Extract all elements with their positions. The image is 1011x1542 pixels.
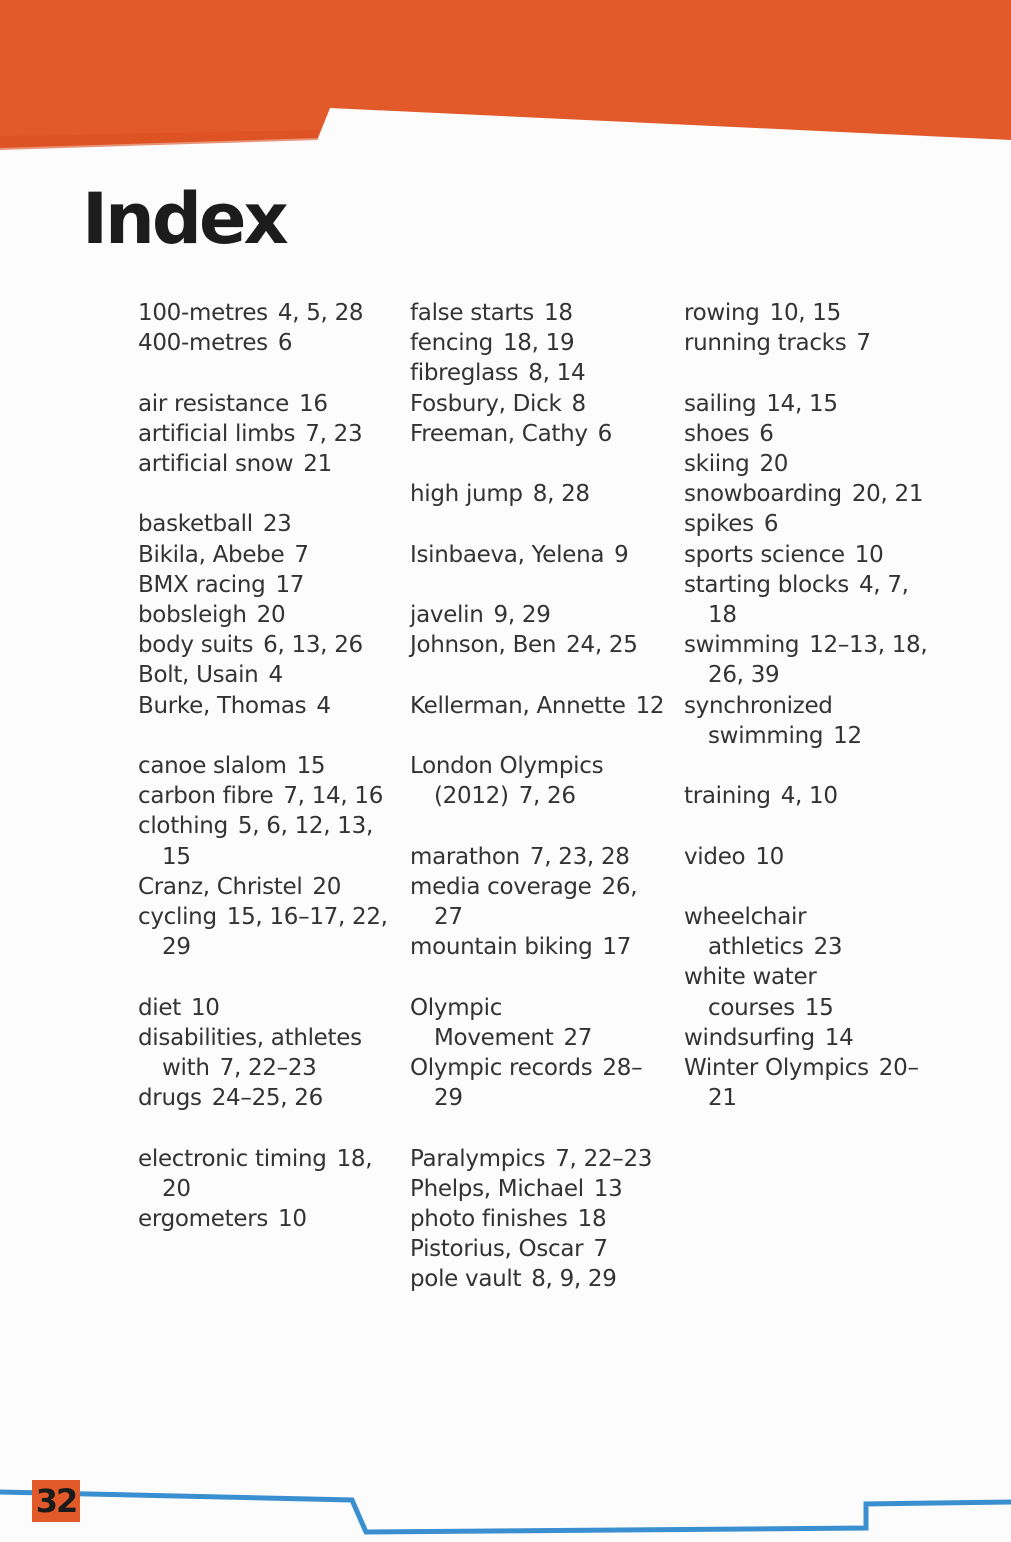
index-pages: 9, 29 bbox=[493, 601, 551, 628]
index-term: fibreglass bbox=[410, 360, 519, 387]
index-group bbox=[684, 389, 939, 751]
index-pages: 8, 14 bbox=[528, 360, 586, 387]
index-pages: 12–13, 18, 26, 39 bbox=[708, 632, 928, 689]
index-pages: 9 bbox=[614, 541, 629, 568]
index-pages: 6, 13, 26 bbox=[263, 632, 363, 659]
index-term: drugs bbox=[138, 1085, 202, 1112]
index-pages: 4 bbox=[268, 662, 283, 689]
index-pages: 6 bbox=[597, 420, 613, 447]
index-entry bbox=[410, 630, 665, 660]
index-entry bbox=[684, 298, 939, 328]
index-entry bbox=[138, 419, 393, 449]
index-term: clothing bbox=[138, 813, 228, 840]
index-entry bbox=[410, 842, 665, 872]
index-entry bbox=[138, 993, 393, 1023]
index-pages: 20 bbox=[759, 451, 789, 477]
index-pages: 7, 14, 16 bbox=[283, 783, 384, 810]
index-pages: 12 bbox=[635, 692, 665, 719]
index-pages: 4 bbox=[316, 692, 331, 719]
index-pages: 8, 9, 29 bbox=[531, 1266, 617, 1293]
index-pages: 5, 6, 12, 13, 15 bbox=[162, 813, 373, 870]
index-term: Fosbury, Dick bbox=[410, 390, 562, 417]
index-entry bbox=[684, 479, 939, 509]
index-group bbox=[138, 509, 393, 720]
index-term: photo finishes bbox=[410, 1205, 568, 1232]
index-pages: 8 bbox=[571, 390, 586, 417]
top-banner bbox=[0, 0, 1011, 160]
index-entry bbox=[138, 691, 393, 721]
index-entry bbox=[410, 1144, 665, 1174]
index-term: disabilities, athletes with bbox=[138, 1024, 362, 1082]
index-entry bbox=[138, 449, 393, 479]
index-group bbox=[138, 298, 393, 358]
index-term: video bbox=[684, 843, 746, 870]
index-group bbox=[684, 781, 939, 811]
index-column-2 bbox=[410, 298, 665, 1325]
index-group bbox=[684, 902, 939, 1113]
page-title: Index bbox=[82, 178, 286, 260]
index-entry bbox=[410, 358, 665, 388]
index-entry bbox=[138, 1144, 393, 1204]
index-term: Isinbaeva, Yelena bbox=[410, 541, 605, 568]
index-term: Cranz, Christel bbox=[138, 873, 303, 900]
index-entry bbox=[138, 811, 393, 871]
index-entry bbox=[138, 328, 393, 358]
index-pages: 28–29 bbox=[434, 1054, 643, 1112]
index-pages: 21 bbox=[303, 451, 332, 477]
index-pages: 7, 22–23 bbox=[219, 1055, 317, 1082]
index-group bbox=[410, 1144, 665, 1295]
index-entry bbox=[684, 630, 939, 690]
index-pages: 4, 7, 18 bbox=[708, 571, 909, 629]
page-number-badge: 32 bbox=[32, 1480, 80, 1522]
index-term: marathon bbox=[410, 843, 520, 870]
index-pages: 6 bbox=[759, 420, 774, 447]
index-term: white water courses bbox=[684, 964, 817, 1021]
index-term: body suits bbox=[138, 632, 254, 659]
index-pages: 17 bbox=[602, 934, 632, 961]
index-term: media coverage bbox=[410, 873, 592, 900]
index-term: rowing bbox=[684, 300, 760, 326]
index-pages: 16 bbox=[299, 390, 328, 417]
index-term: skiing bbox=[684, 451, 750, 477]
index-entry bbox=[138, 1023, 393, 1083]
index-pages: 18 bbox=[577, 1205, 607, 1232]
index-term: sports science bbox=[684, 541, 845, 568]
index-entry bbox=[684, 1053, 939, 1113]
index-term: Olympic records bbox=[410, 1054, 593, 1081]
index-pages: 23 bbox=[262, 511, 292, 538]
index-term: diet bbox=[138, 994, 181, 1021]
index-entry bbox=[410, 328, 665, 358]
index-group bbox=[138, 1144, 393, 1235]
index-term: synchronized swimming bbox=[684, 692, 833, 749]
index-entry bbox=[138, 660, 393, 690]
index-entry bbox=[684, 1023, 939, 1053]
index-term: Winter Olympics bbox=[684, 1055, 869, 1082]
index-group bbox=[684, 298, 939, 358]
index-term: artificial limbs bbox=[138, 420, 296, 447]
index-pages: 13 bbox=[593, 1175, 623, 1202]
index-pages: 20 bbox=[312, 873, 342, 900]
index-group bbox=[410, 600, 665, 660]
index-term: wheelchair athletics bbox=[684, 904, 807, 961]
index-pages: 4, 5, 28 bbox=[277, 300, 364, 326]
index-entry bbox=[684, 842, 939, 872]
index-entry bbox=[138, 570, 393, 600]
index-entry bbox=[410, 932, 665, 962]
index-term: carbon fibre bbox=[138, 783, 274, 810]
index-entry bbox=[138, 751, 393, 781]
index-entry bbox=[684, 902, 939, 962]
index-term: BMX racing bbox=[138, 571, 266, 598]
index-term: Johnson, Ben bbox=[410, 632, 557, 659]
index-entry bbox=[138, 872, 393, 902]
index-term: mountain biking bbox=[410, 934, 593, 961]
index-pages: 15, 16–17, 22, 29 bbox=[162, 904, 388, 961]
index-pages: 10 bbox=[755, 843, 784, 870]
index-term: training bbox=[684, 783, 771, 810]
index-group bbox=[138, 751, 393, 962]
index-entry bbox=[410, 993, 665, 1053]
index-term: air resistance bbox=[138, 390, 289, 417]
index-column-3 bbox=[684, 298, 939, 1144]
index-term: pole vault bbox=[410, 1266, 522, 1293]
index-pages: 18, 20 bbox=[162, 1145, 373, 1202]
index-pages: 10 bbox=[278, 1206, 307, 1233]
index-pages: 18 bbox=[543, 300, 573, 326]
index-entry bbox=[138, 298, 393, 328]
index-term: canoe slalom bbox=[138, 753, 287, 779]
index-pages: 18, 19 bbox=[502, 330, 575, 357]
index-term: shoes bbox=[684, 420, 750, 447]
index-pages: 7 bbox=[856, 330, 871, 357]
index-entry bbox=[410, 1204, 665, 1234]
index-entry bbox=[684, 509, 939, 539]
footer-line bbox=[0, 1460, 1011, 1542]
index-entry bbox=[410, 419, 665, 449]
index-group bbox=[138, 389, 393, 480]
index-term: Bolt, Usain bbox=[138, 662, 259, 689]
index-term: spikes bbox=[684, 511, 754, 538]
index-term: London Olympics (2012) bbox=[410, 752, 604, 810]
index-pages: 7 bbox=[593, 1236, 608, 1263]
index-pages: 24, 25 bbox=[566, 632, 638, 659]
index-group bbox=[410, 540, 665, 570]
index-entry bbox=[410, 298, 665, 328]
index-term: fencing bbox=[410, 330, 493, 357]
index-term: 400-metres bbox=[138, 330, 268, 357]
index-term: swimming bbox=[684, 632, 800, 659]
index-entry bbox=[410, 1234, 665, 1264]
index-entry bbox=[684, 449, 939, 479]
index-pages: 15 bbox=[296, 753, 326, 779]
index-entry bbox=[138, 600, 393, 630]
index-term: windsurfing bbox=[684, 1024, 815, 1051]
index-pages: 7, 26 bbox=[518, 783, 576, 810]
index-term: Burke, Thomas bbox=[138, 692, 307, 719]
index-pages: 12 bbox=[833, 722, 862, 749]
index-group bbox=[410, 751, 665, 811]
index-entry bbox=[410, 751, 665, 811]
index-entry bbox=[410, 872, 665, 932]
index-term: electronic timing bbox=[138, 1145, 327, 1172]
index-pages: 14, 15 bbox=[766, 390, 838, 417]
index-term: running tracks bbox=[684, 330, 847, 357]
index-pages: 8, 28 bbox=[532, 481, 590, 508]
index-entry bbox=[410, 389, 665, 419]
index-term: Olympic Movement bbox=[410, 994, 554, 1051]
index-term: javelin bbox=[410, 601, 484, 628]
index-term: ergometers bbox=[138, 1206, 269, 1233]
index-entry bbox=[684, 962, 939, 1022]
index-entry bbox=[138, 630, 393, 660]
index-entry bbox=[138, 902, 393, 962]
index-entry bbox=[684, 781, 939, 811]
index-group bbox=[138, 993, 393, 1114]
index-term: high jump bbox=[410, 481, 523, 508]
index-term: sailing bbox=[684, 390, 757, 417]
index-pages: 10 bbox=[854, 541, 884, 568]
index-entry bbox=[684, 389, 939, 419]
index-pages: 27 bbox=[563, 1024, 593, 1051]
index-entry bbox=[684, 419, 939, 449]
index-entry bbox=[684, 540, 939, 570]
index-pages: 10 bbox=[190, 994, 220, 1021]
index-term: starting blocks bbox=[684, 571, 849, 598]
index-pages: 7, 23, 28 bbox=[529, 843, 630, 870]
index-pages: 14 bbox=[824, 1024, 854, 1051]
index-entry bbox=[138, 389, 393, 419]
index-pages: 20 bbox=[256, 602, 286, 628]
index-term: bobsleigh bbox=[138, 602, 247, 628]
index-pages: 6 bbox=[763, 511, 779, 538]
index-column-1 bbox=[138, 298, 393, 1264]
index-entry bbox=[410, 600, 665, 630]
index-entry bbox=[684, 691, 939, 751]
index-term: Phelps, Michael bbox=[410, 1175, 584, 1202]
index-group bbox=[410, 993, 665, 1114]
index-entry bbox=[410, 1264, 665, 1294]
index-pages: 6 bbox=[277, 330, 293, 357]
index-group bbox=[410, 479, 665, 509]
index-term: snowboarding bbox=[684, 481, 842, 508]
index-term: Pistorius, Oscar bbox=[410, 1236, 584, 1263]
index-pages: 24–25, 26 bbox=[211, 1085, 323, 1112]
index-entry bbox=[138, 540, 393, 570]
index-entry bbox=[410, 1174, 665, 1204]
index-group bbox=[410, 842, 665, 963]
index-pages: 20–21 bbox=[708, 1055, 919, 1112]
index-pages: 23 bbox=[813, 934, 843, 961]
index-group bbox=[410, 691, 665, 721]
index-term: Bikila, Abebe bbox=[138, 541, 285, 568]
index-term: false starts bbox=[410, 300, 534, 326]
index-term: cycling bbox=[138, 904, 217, 931]
index-term: basketball bbox=[138, 511, 253, 538]
index-pages: 10, 15 bbox=[769, 300, 841, 326]
index-pages: 7 bbox=[294, 541, 309, 568]
index-term: artificial snow bbox=[138, 451, 294, 477]
index-entry bbox=[684, 570, 939, 630]
index-entry bbox=[410, 479, 665, 509]
index-term: Kellerman, Annette bbox=[410, 692, 626, 719]
index-entry bbox=[138, 781, 393, 811]
index-entry bbox=[410, 1053, 665, 1113]
index-group bbox=[684, 842, 939, 872]
index-pages: 17 bbox=[275, 571, 305, 598]
index-entry bbox=[410, 691, 665, 721]
index-entry bbox=[138, 509, 393, 539]
index-pages: 4, 10 bbox=[780, 783, 838, 810]
index-term: Freeman, Cathy bbox=[410, 420, 588, 447]
index-pages: 7, 23 bbox=[305, 420, 363, 447]
index-pages: 26, 27 bbox=[434, 873, 638, 930]
index-term: Paralympics bbox=[410, 1145, 546, 1172]
index-group bbox=[410, 298, 665, 449]
index-pages: 20, 21 bbox=[851, 481, 924, 508]
index-entry bbox=[138, 1204, 393, 1234]
index-entry bbox=[138, 1083, 393, 1113]
index-pages: 7, 22–23 bbox=[555, 1145, 653, 1172]
index-pages: 15 bbox=[804, 994, 834, 1021]
index-term: 100-metres bbox=[138, 300, 268, 326]
index-entry bbox=[410, 540, 665, 570]
index-entry bbox=[684, 328, 939, 358]
